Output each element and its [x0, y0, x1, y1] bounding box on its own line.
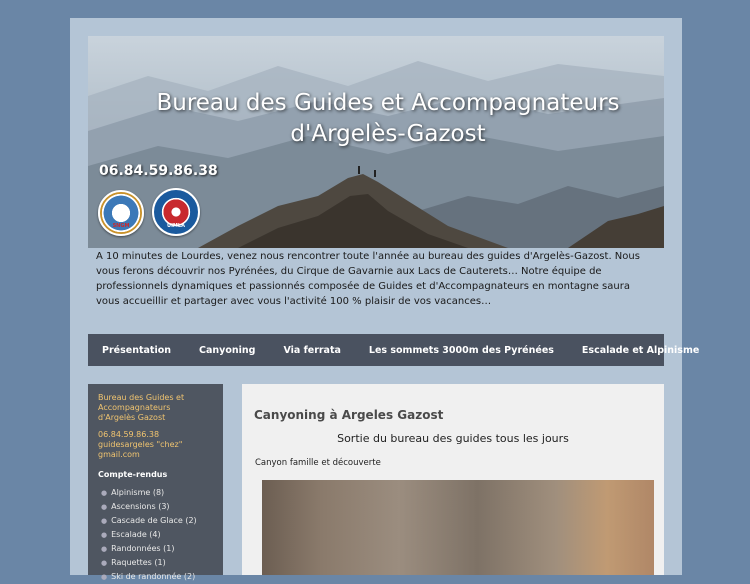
- nav-item-escalade[interactable]: Escalade et Alpinisme: [581, 344, 700, 356]
- header-phone: 06.84.59.86.38: [99, 163, 218, 179]
- category-label: Ski de randonnée (2): [111, 572, 196, 581]
- site-title-line1: Bureau des Guides et Accompagnateurs: [156, 90, 620, 116]
- site-title: [128, 88, 648, 150]
- category-label: Raquettes (1): [111, 558, 166, 567]
- sidebar: [88, 384, 223, 581]
- sngm-logo[interactable]: [98, 190, 144, 236]
- sidebar-email[interactable]: guidesargeles "chez" gmail.com: [98, 440, 183, 459]
- canyon-photo: [262, 480, 654, 575]
- header-banner: [88, 36, 664, 248]
- category-list: [98, 486, 213, 584]
- uimla-logo-text: UIMLA: [167, 223, 185, 229]
- category-item-cascade[interactable]: [98, 514, 213, 528]
- bullet-icon: ●: [101, 559, 108, 567]
- intro-text: A 10 minutes de Lourdes, venez nous rencontrer toute l'année au bureau des guides d'Argelès-Gazost. Nous vous ferons découvrir nos Pyrénées, du Cirque de Gavarnie aux Lacs de Cauterets… Notre équipe de professionnels dynamiques et passionnés composée de Guides et d'Accompagnateurs en montagne saura vous accueillir et partager avec vous l'activité 100 % plaisir de vos vacances…: [96, 251, 640, 307]
- main-nav: [88, 334, 700, 366]
- page-title: Canyoning à Argeles Gazost: [254, 408, 444, 422]
- category-item-randonnees[interactable]: [98, 542, 213, 556]
- category-label: Cascade de Glace (2): [111, 516, 197, 525]
- nav-item-canyoning[interactable]: Canyoning: [199, 344, 256, 356]
- photo-caption: Canyon famille et découverte: [255, 458, 381, 468]
- page-subtitle: Sortie du bureau des guides tous les jours: [337, 432, 569, 445]
- sidebar-title: [98, 393, 213, 423]
- category-label: Escalade (4): [111, 530, 161, 539]
- category-label: Alpinisme (8): [111, 488, 165, 497]
- sidebar-contact: [98, 430, 213, 460]
- category-item-ski-rando[interactable]: [98, 570, 213, 584]
- bullet-icon: ●: [101, 503, 108, 511]
- bullet-icon: ●: [101, 489, 108, 497]
- nav-item-sommets[interactable]: Les sommets 3000m des Pyrénées: [368, 344, 554, 356]
- category-label: Randonnées (1): [111, 544, 175, 553]
- nav-item-via-ferrata[interactable]: Via ferrata: [283, 344, 341, 356]
- category-label: Ascensions (3): [111, 502, 170, 511]
- page-container: [70, 18, 700, 581]
- sngm-logo-text: SNGM: [112, 223, 130, 229]
- category-item-escalade[interactable]: [98, 528, 213, 542]
- sidebar-title-line1: Bureau des Guides et: [98, 393, 185, 402]
- category-item-raquettes[interactable]: [98, 556, 213, 570]
- sidebar-title-line3: d'Argelès Gazost: [98, 413, 166, 422]
- nav-item-presentation[interactable]: Présentation: [102, 344, 171, 356]
- category-item-alpinisme[interactable]: [98, 486, 213, 500]
- main-content: [242, 384, 664, 575]
- site-title-line2: d'Argelès-Gazost: [290, 121, 486, 147]
- bullet-icon: ●: [101, 517, 108, 525]
- bullet-icon: ●: [101, 545, 108, 553]
- bullet-icon: ●: [101, 573, 108, 581]
- bullet-icon: ●: [101, 531, 108, 539]
- sidebar-heading: Compte-rendus: [98, 470, 168, 479]
- category-item-ascensions[interactable]: [98, 500, 213, 514]
- sidebar-title-line2: Accompagnateurs: [98, 403, 171, 412]
- uimla-logo[interactable]: [152, 188, 200, 236]
- sidebar-phone: 06.84.59.86.38: [98, 430, 160, 439]
